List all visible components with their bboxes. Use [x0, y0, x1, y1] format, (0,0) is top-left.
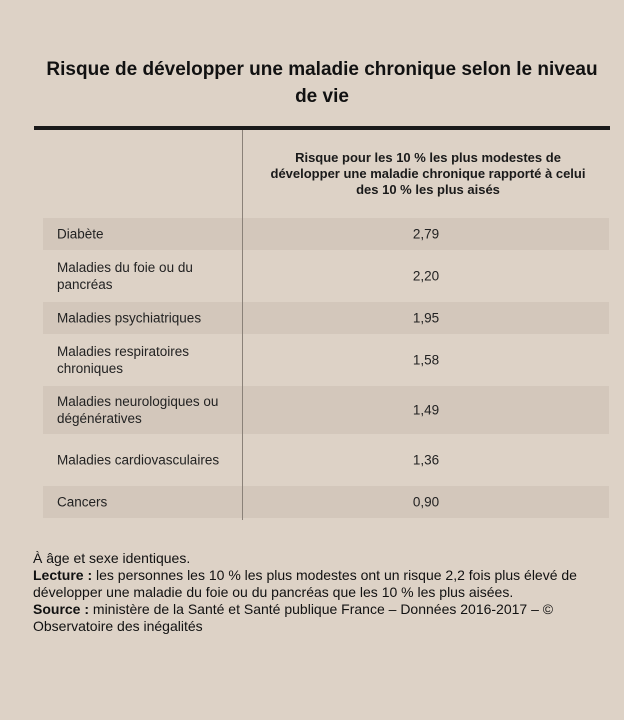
- table-row: [43, 486, 609, 518]
- row-value: 0,90: [412, 494, 440, 510]
- row-value: 1,36: [412, 452, 440, 468]
- source-text: ministère de la Santé et Santé publique France – Données 2016-2017 – © Observatoire des inégalités: [33, 601, 554, 634]
- row-label: Maladies respiratoires chroniques: [57, 344, 190, 376]
- column-divider: [242, 130, 243, 520]
- table-row: [43, 386, 609, 434]
- note-identical: À âge et sexe identiques.: [33, 550, 191, 566]
- source-label: Source :: [33, 601, 90, 617]
- row-value: 2,79: [412, 226, 440, 242]
- table-row: [43, 302, 609, 334]
- row-label: Maladies neurologiques ou dégénératives: [57, 394, 219, 426]
- row-label: Maladies psychiatriques: [57, 310, 202, 326]
- column-header: Risque pour les 10 % les plus modestes de développer une maladie chronique rapporté à celui des 10 % les plus aisés: [270, 150, 586, 197]
- row-label: Maladies cardiovasculaires: [57, 452, 220, 468]
- row-value: 1,95: [412, 310, 440, 326]
- lecture-label: Lecture :: [33, 567, 93, 583]
- chart-title: Risque de développer une maladie chronique selon le niveau de vie: [46, 59, 598, 107]
- table-row: [43, 436, 609, 484]
- note-source: [33, 601, 613, 635]
- header-rule: [34, 126, 610, 130]
- row-value: 2,20: [412, 268, 440, 284]
- table-row: [43, 218, 609, 250]
- row-value: 1,58: [412, 352, 440, 368]
- row-label: Cancers: [57, 494, 108, 510]
- row-value: 1,49: [412, 402, 440, 418]
- notes: [33, 550, 613, 635]
- row-label: Maladies du foie ou du pancréas: [57, 260, 193, 292]
- lecture-text: les personnes les 10 % les plus modestes ont un risque 2,2 fois plus élevé de développer une maladie du foie ou du pancréas que les 10 % les plus aisées.: [33, 567, 577, 600]
- note-lecture: [33, 567, 613, 601]
- table-row: [43, 336, 609, 384]
- row-label: Diabète: [57, 226, 104, 242]
- table-row: [43, 252, 609, 300]
